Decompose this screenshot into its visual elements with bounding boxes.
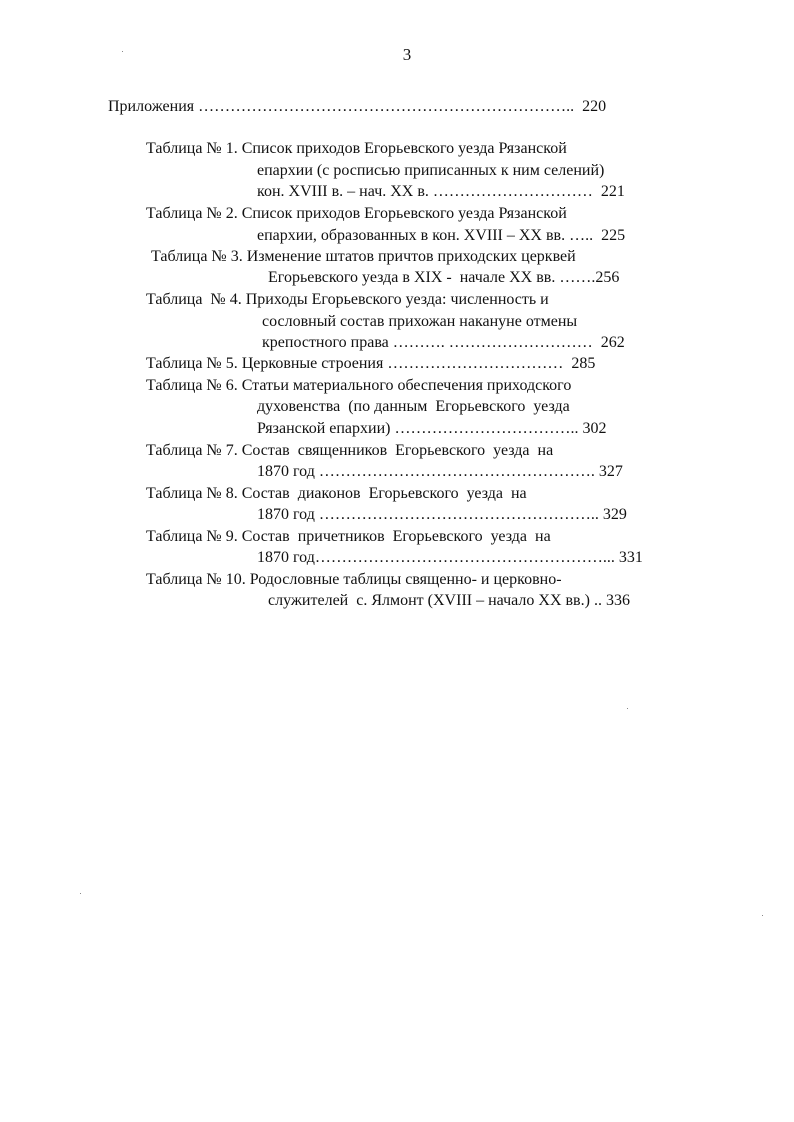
toc-entry-8-line-1: Таблица № 8. Состав диаконов Егорьевского уезда на bbox=[146, 485, 527, 502]
scan-speck bbox=[80, 893, 81, 894]
page-number: 3 bbox=[402, 45, 412, 64]
toc-entry-3-line-1: Таблица № 3. Изменение штатов причтов приходских церквей bbox=[151, 248, 576, 265]
toc-entry-4-line-1: Таблица № 4. Приходы Егорьевского уезда: численность и bbox=[146, 291, 549, 308]
toc-entry-9-line-2: 1870 год………………………………………………... 331 bbox=[257, 549, 643, 566]
toc-entry-10-line-1: Таблица № 10. Родословные таблицы священно- и церковно- bbox=[146, 571, 562, 588]
toc-entry-9-line-1: Таблица № 9. Состав причетников Егорьевского уезда на bbox=[146, 528, 551, 545]
toc-entry-6-line-3: Рязанской епархии) …………………………….. 302 bbox=[257, 420, 607, 437]
toc-entry-4-line-2: сословный состав прихожан накануне отмены bbox=[262, 313, 578, 330]
toc-entry-1-line-3: кон. XVIII в. – нач. XX в. ………………………… 221 bbox=[257, 183, 625, 200]
toc-entry-6-line-1: Таблица № 6. Статьи материального обеспечения приходского bbox=[146, 377, 572, 394]
toc-entry-5-line-1: Таблица № 5. Церковные строения …………………………… 285 bbox=[146, 355, 596, 372]
toc-appendix-line: Приложения …………………………………………………………….. 220 bbox=[108, 98, 607, 115]
toc-entry-2-line-1: Таблица № 2. Список приходов Егорьевского уезда Рязанской bbox=[146, 205, 567, 222]
toc-entry-1-line-2: епархии (с росписью приписанных к ним селений) bbox=[257, 162, 605, 179]
toc-entry-4-line-3: крепостного права ………. ……………………… 262 bbox=[262, 334, 625, 351]
toc-entry-7-line-2: 1870 год ……………………………………………. 327 bbox=[257, 463, 623, 480]
toc-entry-6-line-2: духовенства (по данным Егорьевского уезда bbox=[257, 398, 570, 415]
toc-entry-7-line-1: Таблица № 7. Состав священников Егорьевского уезда на bbox=[146, 442, 554, 459]
scan-speck bbox=[762, 915, 763, 916]
scan-speck bbox=[122, 51, 123, 52]
toc-entry-2-line-2: епархии, образованных в кон. XVIII – XX вв. ….. 225 bbox=[257, 227, 626, 244]
toc-entry-1-line-1: Таблица № 1. Список приходов Егорьевского уезда Рязанской bbox=[146, 140, 567, 157]
scan-speck bbox=[627, 708, 628, 709]
toc-entry-8-line-2: 1870 год …………………………………………….. 329 bbox=[257, 506, 627, 523]
toc-entry-10-line-2: служителей с. Ялмонт (XVIII – начало XX вв.) .. 336 bbox=[268, 592, 630, 609]
toc-entry-3-line-2: Егорьевского уезда в XIX - начале XX вв. …….256 bbox=[268, 269, 620, 286]
